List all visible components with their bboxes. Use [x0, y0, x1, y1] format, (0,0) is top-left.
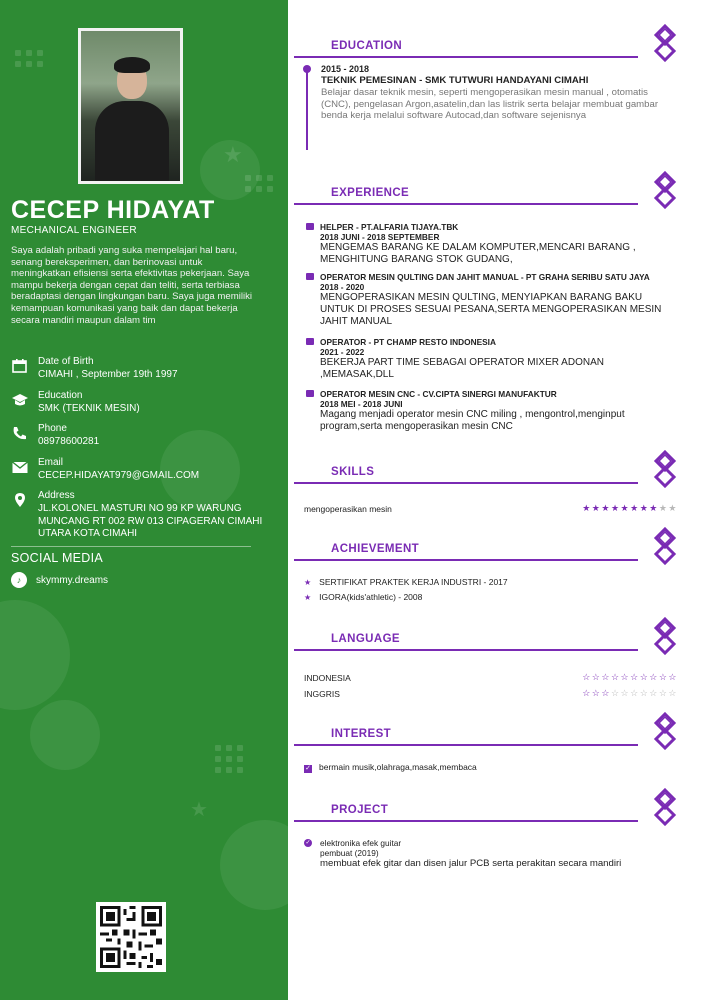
project-name: elektronika efek guitar — [320, 838, 402, 848]
rating-star-icon: ☆ — [601, 688, 611, 698]
phone-icon — [11, 425, 29, 441]
experience-date: 2018 - 2020 — [320, 282, 365, 292]
language-section — [294, 627, 684, 705]
experience-role: OPERATOR - PT CHAMP RESTO INDONESIA — [320, 337, 496, 347]
skills-section — [294, 460, 684, 518]
interest-item: ✓ bermain musik,olahraga,masak,membaca — [305, 762, 477, 772]
decor-circle — [220, 820, 288, 910]
rating-star-icon: ☆ — [649, 672, 659, 682]
project-section — [294, 798, 684, 876]
experience-description: MENGOPERASIKAN MESIN QULTING, MENYIAPKAN BARANG BAKU UNTUK DI PROSES SESUAI PESANA,SERTA MENGOPERASIKAN MESIN JAHIT MANUAL — [320, 292, 662, 327]
star-icon: ★ — [304, 578, 312, 587]
experience-role: OPERATOR MESIN CNC - CV.CIPTA SINERGI MANUFAKTUR — [320, 389, 557, 399]
timeline-dot — [303, 65, 311, 73]
check-circle-icon: ✓ — [305, 840, 311, 846]
decor-circle — [30, 700, 100, 770]
ornament-icon — [650, 788, 680, 826]
section-header — [294, 460, 684, 488]
rating-star-icon: ★ — [620, 503, 631, 513]
location-pin-icon — [11, 492, 29, 508]
briefcase-icon — [306, 223, 314, 230]
rating-star-icon: ☆ — [658, 688, 669, 698]
ornament-icon — [650, 450, 680, 488]
rating-star-icon: ★ — [582, 503, 592, 513]
rating-star-icon: ☆ — [591, 688, 602, 698]
checkbox-icon: ✓ — [305, 765, 311, 772]
interest-section — [294, 722, 684, 780]
rating-star-icon: ★ — [639, 503, 650, 513]
decor-dots — [15, 50, 43, 67]
section-title-experience: EXPERIENCE — [331, 187, 410, 199]
profile-name: CECEP HIDAYAT — [11, 196, 215, 224]
rating-star-icon: ☆ — [610, 672, 621, 682]
decor-dots — [215, 745, 243, 773]
education-value: SMK (TEKNIK MESIN) — [38, 403, 140, 414]
dob-label: Date of Birth — [38, 356, 94, 367]
phone-label: Phone — [38, 423, 67, 434]
rating-star-icon: ★ — [649, 503, 659, 513]
email-label: Email — [38, 457, 64, 468]
section-header — [294, 34, 684, 62]
experience-section — [294, 181, 684, 209]
skill-name: mengoperasikan mesin — [304, 504, 392, 514]
section-title-achievement: ACHIEVEMENT — [331, 543, 420, 555]
rating-star-icon: ☆ — [620, 672, 631, 682]
education-section — [294, 34, 684, 162]
experience-date: 2021 - 2022 — [320, 347, 365, 357]
ornament-icon — [650, 617, 680, 655]
project-description: membuat efek gitar dan disen jalur PCB serta perakitan secara mandiri — [320, 858, 622, 869]
rating-star-icon: ☆ — [639, 672, 650, 682]
social-media-title: SOCIAL MEDIA — [11, 551, 104, 565]
section-header — [294, 627, 684, 655]
education-label: Education — [38, 390, 83, 401]
address-value: JL.KOLONEL MASTURI NO 99 KP WARUNG MUNCANG RT 002 RW 013 CIPAGERAN CIMAHI UTARA KOTA CIMAHI — [38, 503, 263, 539]
rating-star-icon: ☆ — [601, 672, 611, 682]
qr-code — [96, 902, 166, 972]
tiktok-handle[interactable]: skymmy.dreams — [36, 575, 109, 586]
language-name: INDONESIA — [304, 673, 351, 683]
achievement-item: ★ IGORA(kids'athletic) - 2008 — [304, 592, 423, 602]
profile-title: MECHANICAL ENGINEER — [11, 225, 137, 236]
section-header — [294, 537, 684, 565]
project-year: pembuat (2019) — [320, 848, 379, 858]
sidebar — [0, 0, 288, 1000]
rating-star-icon: ☆ — [668, 688, 678, 698]
rating-star-icon: ☆ — [649, 688, 659, 698]
decor-dots — [245, 175, 273, 192]
email-value[interactable]: CECEP.HIDAYAT979@GMAIL.COM — [38, 470, 200, 481]
rating-star-icon: ☆ — [591, 672, 602, 682]
education-date: 2015 - 2018 — [321, 64, 370, 74]
rating-star-icon: ★ — [601, 503, 611, 513]
section-title-interest: INTEREST — [331, 728, 392, 740]
star-icon: ★ — [304, 593, 312, 602]
language-rating — [582, 688, 678, 699]
dob-value: CIMAHI , September 19th 1997 — [38, 369, 178, 380]
experience-description: MENGEMAS BARANG KE DALAM KOMPUTER,MENCARI BARANG , MENGHITUNG BARANG STOK GUDANG, — [320, 242, 636, 265]
decor-circle — [0, 600, 70, 710]
phone-value[interactable]: 08978600281 — [38, 436, 100, 447]
rating-star-icon: ☆ — [668, 672, 678, 682]
education-description: Belajar dasar teknik mesin, seperti mengoperasikan mesin manual , otomatis (CNC), pengelasan Argon,asatelin,dan las listrik serta belajar membuat gambar benda kerja melalui software Autocad,dan software sejenisnya — [321, 87, 659, 121]
ornament-icon — [650, 24, 680, 62]
briefcase-icon — [306, 390, 314, 397]
section-header — [294, 181, 684, 209]
rating-star-icon: ★ — [610, 503, 621, 513]
tiktok-icon: ♪ — [11, 572, 27, 588]
briefcase-icon — [306, 273, 314, 280]
experience-role: HELPER - PT.ALFARIA TIJAYA.TBK — [320, 222, 459, 232]
language-rating — [582, 672, 678, 683]
education-school: TEKNIK PEMESINAN - SMK TUTWURI HANDAYANI CIMAHI — [321, 75, 589, 86]
ornament-icon — [650, 171, 680, 209]
section-title-project: PROJECT — [331, 804, 389, 816]
rating-star-icon: ☆ — [620, 688, 631, 698]
experience-date: 2018 MEI - 2018 JUNI — [320, 399, 403, 409]
ornament-icon — [650, 527, 680, 565]
skill-rating — [582, 503, 678, 514]
rating-star-icon: ★ — [658, 503, 669, 513]
rating-star-icon: ☆ — [658, 672, 669, 682]
rating-star-icon: ☆ — [610, 688, 621, 698]
achievement-item: ★ SERTIFIKAT PRAKTEK KERJA INDUSTRI - 2017 — [304, 577, 508, 587]
email-icon — [11, 459, 29, 475]
rating-star-icon: ☆ — [582, 672, 592, 682]
section-title-skills: SKILLS — [331, 466, 375, 478]
experience-role: OPERATOR MESIN QULTING DAN JAHIT MANUAL - PT GRAHA SERIBU SATU JAYA — [320, 272, 650, 282]
decor-star-icon: ★ — [223, 142, 243, 167]
sidebar-divider — [11, 546, 251, 547]
section-title-language: LANGUAGE — [331, 633, 401, 645]
rating-star-icon: ☆ — [639, 688, 650, 698]
language-name: INGGRIS — [304, 689, 340, 699]
experience-description: Magang menjadi operator mesin CNC miling , mengontrol,menginput program,serta mengoperasikan mesin CNC — [320, 409, 625, 432]
calendar-icon — [11, 358, 29, 374]
rating-star-icon: ★ — [591, 503, 602, 513]
rating-star-icon: ★ — [630, 503, 640, 513]
decor-star-icon: ★ — [190, 799, 208, 821]
section-header — [294, 722, 684, 750]
address-label: Address — [38, 490, 75, 501]
achievement-section — [294, 537, 684, 605]
experience-description: BEKERJA PART TIME SEBAGAI OPERATOR MIXER ADONAN ,MEMASAK,DLL — [320, 357, 604, 380]
section-title-education: EDUCATION — [331, 40, 403, 52]
section-header — [294, 798, 684, 826]
rating-star-icon: ☆ — [582, 688, 592, 698]
experience-date: 2018 JUNI - 2018 SEPTEMBER — [320, 232, 440, 242]
rating-star-icon: ☆ — [630, 688, 640, 698]
graduation-cap-icon — [11, 392, 29, 408]
ornament-icon — [650, 712, 680, 750]
profile-about: Saya adalah pribadi yang suka mempelajari hal baru, senang bereksperimen, dan berinovasi untuk meningkatkan efisiensi serta efektivitas pekerjaan. Saya mampu bekerja dengan cepat dan teliti, serta terbiasa beradaptasi dengan lingkungan baru. Saya juga memiliki kemampuan komunikasi yang baik dan dapat bekerja secara mandiri maupun dalam tim — [11, 245, 253, 326]
briefcase-icon — [306, 338, 314, 345]
profile-photo — [78, 28, 183, 184]
rating-star-icon: ★ — [668, 503, 678, 513]
rating-star-icon: ☆ — [630, 672, 640, 682]
